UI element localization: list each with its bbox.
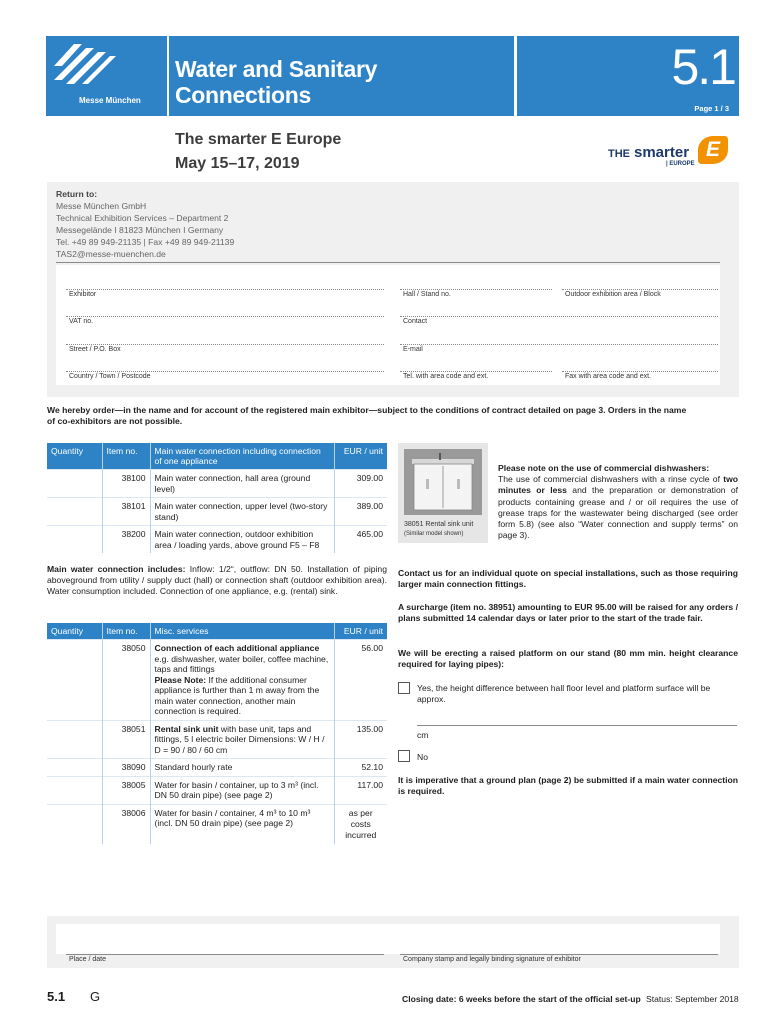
surcharge-note: A surcharge (item no. 38951) amounting to EUR 95.00 will be raised for any orders / plans submitted 14 calendar days or later prior to the start of the trade fair. <box>398 602 738 624</box>
event-dates: May 15–17, 2019 <box>175 155 300 172</box>
return-heading: Return to: <box>56 189 98 199</box>
title-block <box>169 36 514 116</box>
return-line: Tel. +49 89 949-21135 | Fax +49 89 949-21139 <box>56 237 235 247</box>
sink-unit-image <box>404 449 482 515</box>
title-line2: Connections <box>175 82 311 108</box>
includes-text: Inflow: 1/2“, outflow: DN 50. Installation of piping aboveground from utility / supply duct (hall) or connection shaft (outdoor exhibition area). Water consumption included. Connection of one appliance, e.g. (rental) sink. <box>47 564 387 597</box>
platform-no-checkbox[interactable] <box>398 750 410 762</box>
price-line: as per <box>348 807 373 818</box>
item-price: 52.10 <box>334 759 387 777</box>
item-price: 135.00 <box>334 720 387 759</box>
form-number-block <box>517 36 739 116</box>
item-desc <box>150 720 334 759</box>
street-line <box>66 344 384 345</box>
col-quantity: Quantity <box>47 443 102 470</box>
return-to <box>56 188 234 260</box>
item-desc: Standard hourly rate <box>150 759 334 777</box>
return-line: TAS2@messe-muenchen.de <box>56 249 166 259</box>
fax-field[interactable]: Fax with area code and ext. <box>565 373 651 380</box>
signature-white-panel <box>56 924 720 954</box>
return-to-rule <box>56 262 720 263</box>
event-logo <box>608 136 738 170</box>
dishwasher-text2: and the preparation or demonstration of products containing grease and / or oil requires the use of grease traps for the wastewater being discharged (see order form 5.8) (see also “Water connection and supply terms” on page 3). <box>498 485 739 541</box>
contact-field[interactable]: Contact <box>403 318 428 325</box>
includes-note <box>47 564 387 598</box>
col-price: EUR / unit <box>334 623 387 640</box>
dishwasher-text1: The use of commercial dishwashers with a rinse cycle of <box>498 474 724 485</box>
quantity-input[interactable] <box>47 526 102 554</box>
country-line <box>66 371 384 372</box>
outdoor-area-line <box>562 289 718 290</box>
item-no: 38006 <box>102 804 150 844</box>
logo-e: E <box>706 138 721 161</box>
col-item-no: Item no. <box>102 443 150 470</box>
dishwasher-note <box>498 463 738 541</box>
tel-field[interactable]: Tel. with area code and ext. <box>403 373 489 380</box>
item-no: 38200 <box>102 526 150 554</box>
quantity-input[interactable] <box>47 776 102 804</box>
logo-europe: | EUROPE <box>666 161 695 167</box>
sink-subcaption: (Similar model shown) <box>404 531 464 537</box>
vat-line <box>66 316 384 317</box>
vat-field[interactable]: VAT no. <box>69 318 94 325</box>
platform-no-label: No <box>417 752 428 762</box>
item-no: 38100 <box>102 470 150 498</box>
email-line <box>400 344 718 345</box>
logo-the: THE <box>608 148 630 160</box>
exhibitor-line <box>66 289 384 290</box>
item-no: 38101 <box>102 498 150 526</box>
table-row <box>47 804 387 844</box>
table-row <box>47 759 387 777</box>
item-price: 389.00 <box>334 498 387 526</box>
table-row <box>47 498 387 526</box>
includes-bold: Main water connection includes: <box>47 564 186 574</box>
return-line: Technical Exhibition Services – Department 2 <box>56 213 229 223</box>
brand-name: Messe München <box>79 96 141 105</box>
quantity-input[interactable] <box>47 498 102 526</box>
contact-line <box>400 316 718 317</box>
misc-services-table <box>47 623 387 844</box>
outdoor-area-field[interactable]: Outdoor exhibition area / Block <box>565 291 661 298</box>
place-date-line <box>66 954 384 955</box>
price-line: costs <box>350 818 371 829</box>
item-desc <box>150 640 334 721</box>
item-no: 38050 <box>102 640 150 721</box>
return-line: Messe München GmbH <box>56 201 147 211</box>
table-row <box>47 470 387 498</box>
hall-stand-line <box>400 289 552 290</box>
dishwasher-bold: two minutes or less <box>498 474 738 496</box>
tel-line <box>400 371 552 372</box>
item-desc: Water for basin / container, up to 3 m³ (incl. DN 50 drain pipe) (see page 2) <box>150 776 334 804</box>
table-row <box>47 776 387 804</box>
title-line1: Water and Sanitary <box>175 56 378 82</box>
return-line: Messegelände I 81823 München I Germany <box>56 225 224 235</box>
quantity-input[interactable] <box>47 640 102 721</box>
col-description: Misc. services <box>150 623 334 640</box>
quantity-input[interactable] <box>47 804 102 844</box>
brand-block <box>46 36 167 116</box>
quantity-input[interactable] <box>47 759 102 777</box>
cm-label: cm <box>417 730 429 740</box>
fields-white-panel <box>56 265 720 385</box>
logo-e-badge <box>698 136 728 164</box>
email-field[interactable]: E-mail <box>403 346 423 353</box>
item-desc: Water for basin / container, 4 m³ to 10 m³ (incl. DN 50 drain pipe) (see page 2) <box>150 804 334 844</box>
form-number: 5.1 <box>671 39 735 95</box>
country-field[interactable]: Country / Town / Postcode <box>69 373 151 380</box>
item-desc-bold: Rental sink unit <box>154 723 219 734</box>
platform-question: We will be erecting a raised platform on our stand (80 mm min. height clearance required for laying pipes): <box>398 648 738 670</box>
closing-date: Closing date: 6 weeks before the start of the official set-up <box>402 994 641 1004</box>
quantity-input[interactable] <box>47 470 102 498</box>
item-note-bold: Please Note: <box>154 674 207 685</box>
dishwasher-title: Please note on the use of commercial dishwashers: <box>498 463 710 473</box>
contact-quote-note: Contact us for an individual quote on special installations, such as those requiring larger main connection fittings. <box>398 568 738 590</box>
item-no: 38090 <box>102 759 150 777</box>
stamp-line <box>400 954 718 955</box>
sink-image-box <box>398 443 488 543</box>
item-desc-text: e.g. dishwasher, water boiler, coffee machine, taps and fittings <box>154 653 329 674</box>
status-date: Status: September 2018 <box>646 994 739 1004</box>
order-notice: We hereby order—in the name and for account of the registered main exhibitor—subject to the conditions of contract detailed on page 3. Orders in the name of co-exhibitors are not possible. <box>47 405 687 426</box>
messe-muenchen-logo <box>54 44 116 88</box>
item-note-text: If the additional consumer appliance is further than 1 m away from the main water connection, another main connection is required. <box>154 674 320 716</box>
col-description: Main water connection including connection of one appliance <box>150 443 334 470</box>
table-row <box>47 640 387 721</box>
platform-height-input[interactable] <box>417 725 737 726</box>
table-row <box>47 526 387 554</box>
item-desc: Main water connection, outdoor exhibition area / loading yards, above ground F5 – F8 <box>150 526 334 554</box>
col-price: EUR / unit <box>334 443 387 470</box>
street-field[interactable]: Street / P.O. Box <box>69 346 121 353</box>
table-row <box>47 720 387 759</box>
item-price <box>334 804 387 844</box>
place-date-field[interactable]: Place / date <box>69 956 106 963</box>
page-indicator: Page 1 / 3 <box>694 104 729 113</box>
item-price: 117.00 <box>334 776 387 804</box>
exhibitor-field[interactable]: Exhibitor <box>69 291 97 298</box>
logo-smarter: smarter <box>634 144 690 161</box>
event-name: The smarter E Europe <box>175 131 342 148</box>
quantity-input[interactable] <box>47 720 102 759</box>
price-line: incurred <box>345 829 377 840</box>
fax-line <box>562 371 718 372</box>
item-no: 38005 <box>102 776 150 804</box>
footer-letter: G <box>90 989 101 1004</box>
item-desc: Main water connection, hall area (ground level) <box>150 470 334 498</box>
item-price: 465.00 <box>334 526 387 554</box>
sink-caption: 38051 Rental sink unit <box>404 521 474 528</box>
item-desc: Main water connection, upper level (two-story stand) <box>150 498 334 526</box>
stamp-signature-field[interactable]: Company stamp and legally binding signature of exhibitor <box>403 956 581 963</box>
item-desc-text: with base unit, taps and fittings, 5 l electric boiler Dimensions: W / H / D = 90 / 80 / 60 cm <box>154 723 325 755</box>
footer-form-number: 5.1 <box>47 989 66 1004</box>
hall-stand-field[interactable]: Hall / Stand no. <box>403 291 451 298</box>
item-price: 309.00 <box>334 470 387 498</box>
main-connection-table <box>47 443 387 553</box>
item-desc-bold: Connection of each additional appliance <box>154 643 320 653</box>
col-item-no: Item no. <box>102 623 150 640</box>
platform-yes-label: Yes, the height difference between hall floor level and platform surface will be approx. <box>417 683 711 705</box>
col-quantity: Quantity <box>47 623 102 640</box>
platform-yes-checkbox[interactable] <box>398 682 410 694</box>
ground-plan-note: It is imperative that a ground plan (page 2) be submitted if a main water connection is required. <box>398 775 738 797</box>
item-price: 56.00 <box>334 640 387 721</box>
item-no: 38051 <box>102 720 150 759</box>
